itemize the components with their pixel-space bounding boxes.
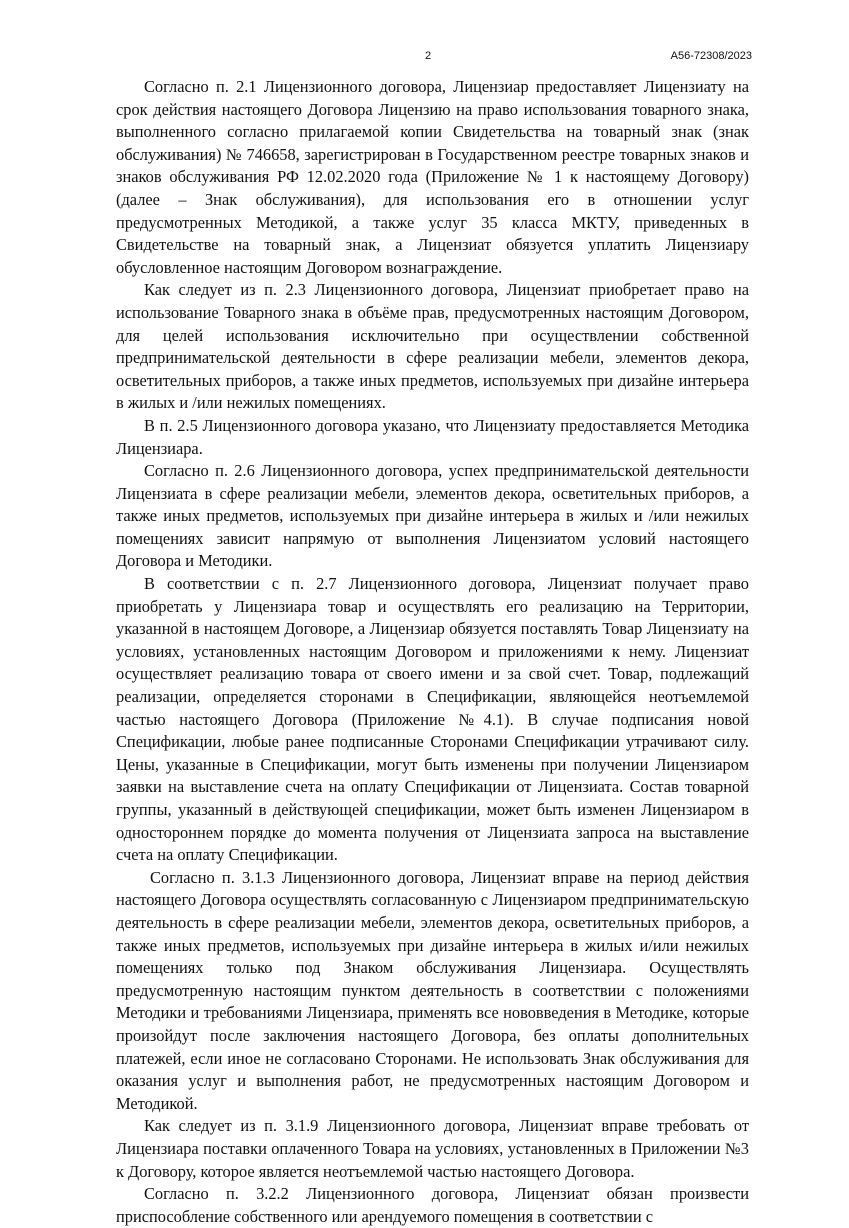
paragraph-2-1: Согласно п. 2.1 Лицензионного договора, Лицензиар предоставляет Лицензиату на срок действия настоящего Договора Лицензию на право использования товарного знака, выполненного согласно прилагаемой копии Свидетельства на товарный знак (знак обслуживания) № 746658, зарегистрирован в Государственном реестре товарных знаков и знаков обслуживания РФ 12.02.2020 года (Приложение № 1 к настоящему Договору) (далее – Знак обслуживания), для использования его в отношении услуг предусмотренных Методикой, а также услуг 35 класса МКТУ, приведенных в Свидетельстве на товарный знак, а Лицензиат обязуется уплатить Лицензиару обусловленное настоящим Договором вознаграждение. <box>116 77 749 277</box>
document-body <box>116 76 749 1228</box>
paragraph-3-1-3: Согласно п. 3.1.3 Лицензионного договора, Лицензиат вправе на период действия настоящего Договора осуществлять согласованную с Лицензиаром предпринимательскую деятельность в сфере реализации мебели, элементов декора, осветительных приборов, а также иных предметов, используемых при дизайне интерьера в жилых и/или нежилых помещениях только под Знаком обслуживания Лицензиара. Осуществлять предусмотренную настоящим пунктом деятельность в соответствии с положениями Методики и требованиями Лицензиара, применять все нововведения в Методике, которые произойдут после заключения настоящего Договора, без оплаты дополнительных платежей, если иное не согласовано Сторонами. Не использовать Знак обслуживания для оказания услуг и выполнения работ, не предусмотренных настоящим Договором и Методикой. <box>116 867 749 1113</box>
paragraph-2-5: В п. 2.5 Лицензионного договора указано, что Лицензиату предоставляется Методика Лицензиара. <box>116 415 749 458</box>
paragraph-2-6: Согласно п. 2.6 Лицензионного договора, успех предпринимательской деятельности Лицензиата в сфере реализации мебели, элементов декора, осветительных приборов, а также иных предметов, используемых при дизайне интерьера в жилых и /или нежилых помещениях зависит напрямую от выполнения Лицензиатом условий настоящего Договора и Методики. <box>116 461 749 571</box>
case-number: А56-72308/2023 <box>670 50 752 62</box>
paragraph-3-2-2: Согласно п. 3.2.2 Лицензионного договора, Лицензиат обязан произвести приспособление собственного или арендуемого помещения в соответствии с <box>116 1184 749 1226</box>
paragraph-3-1-9: Как следует из п. 3.1.9 Лицензионного договора, Лицензиат вправе требовать от Лицензиара поставки оплаченного Товара на условиях, установленных в Приложении №3 к Договору, которое является неотъемлемой частью настоящего Договора. <box>116 1116 749 1181</box>
page-number: 2 <box>424 50 432 62</box>
paragraph-2-3: Как следует из п. 2.3 Лицензионного договора, Лицензиат приобретает право на использование Товарного знака в объёме прав, предусмотренных настоящим Договором, для целей использования исключительно при осуществлении собственной предпринимательской деятельности в сфере реализации мебели, элементов декора, осветительных приборов, а также иных предметов, используемых при дизайне интерьера в жилых и /или нежилых помещениях. <box>116 280 749 413</box>
paragraph-2-7: В соответствии с п. 2.7 Лицензионного договора, Лицензиат получает право приобретать у Лицензиара товар и осуществлять его реализацию на Территории, указанной в настоящем Договоре, а Лицензиар обязуется поставлять Товар Лицензиату на условиях, установленных настоящим Договором и приложениями к нему. Лицензиат осуществляет реализацию товара от своего имени и за свой счет. Товар, подлежащий реализации, определяется сторонами в Спецификации, являющейся неотъемлемой частью настоящего Договора (Приложение №4.1). В случае подписания новой Спецификации, любые ранее подписанные Сторонами Спецификации утрачивают силу. Цены, указанные в Спецификации, могут быть изменены при получении Лицензиаром заявки на выставление счета на оплату Спецификации от Лицензиата. Состав товарной группы, указанный в действующей спецификации, может быть изменен Лицензиаром в одностороннем порядке до момента получения от Лицензиата запроса на выставление счета на оплату Спецификации. <box>116 574 749 865</box>
